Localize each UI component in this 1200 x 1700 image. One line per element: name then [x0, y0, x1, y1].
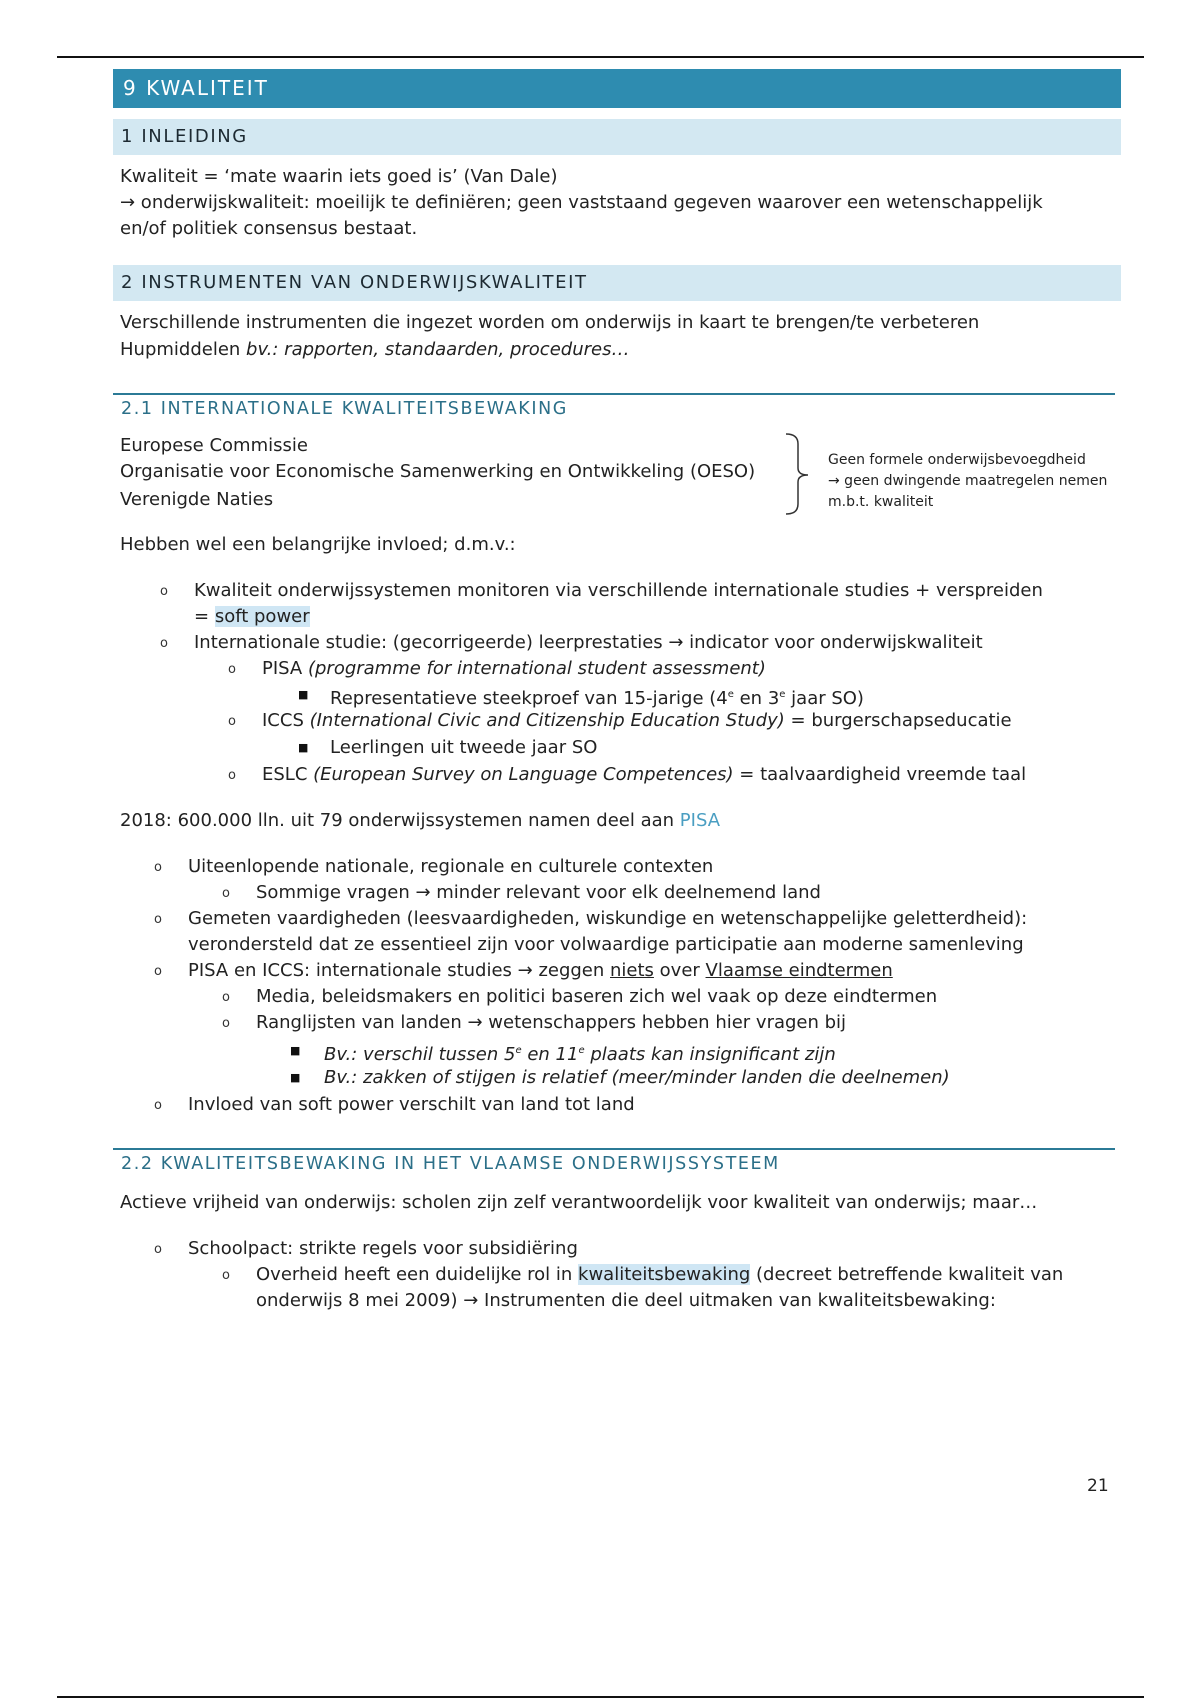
sec1-line1: Kwaliteit = ‘mate waarin iets goed is’ (Van Dale) [120, 166, 558, 187]
section-2-heading: 2 INSTRUMENTEN VAN ONDERWIJSKWALITEIT [113, 265, 1121, 301]
bullet-1a: Kwaliteit onderwijssystemen monitoren via verschillende internationale studies + verspreiden [194, 580, 1043, 601]
pisa-line: PISA (programme for international student assessment) [262, 658, 766, 679]
section-1-heading: 1 INLEIDING [113, 119, 1121, 155]
c2-line-a: Gemeten vaardigheden (leesvaardigheden, wiskundige en wetenschappelijke geletterdheid): [188, 908, 1028, 929]
c3-sub2b: Bv.: zakken of stijgen is relatief (meer/minder landen die deelnemen) [324, 1067, 950, 1088]
sec1-line3: en/of politiek consensus bestaat. [120, 218, 418, 239]
c3-sub1: Media, beleidsmakers en politici baseren zich wel vaak op deze eindtermen [256, 986, 938, 1007]
chapter-heading: 9 KWALITEIT [113, 69, 1121, 108]
c1-sub: Sommige vragen → minder relevant voor elk deelnemend land [256, 882, 821, 903]
eslc-line: ESLC (European Survey on Language Competences) = taalvaardigheid vreemde taal [262, 764, 1027, 785]
bullet-square-icon: ■ [290, 1071, 301, 1084]
bullet-circle-icon: o [222, 1268, 230, 1283]
bullet-circle-icon: o [160, 636, 168, 651]
d1-line: Schoolpact: strikte regels voor subsidiëring [188, 1238, 578, 1259]
bullet-1b: = soft power [194, 606, 310, 627]
c3-sub2a: Bv.: verschil tussen 5e en 11e plaats kan insignificant zijn [324, 1044, 836, 1065]
pisa-sub: Representatieve steekproef van 15-jarige (4e en 3e jaar SO) [330, 688, 864, 709]
iccs-line: ICCS (International Civic and Citizenship Education Study) = burgerschapseducatie [262, 710, 1012, 731]
iccs-sub: Leerlingen uit tweede jaar SO [330, 737, 598, 758]
bullet-circle-icon: o [228, 768, 236, 783]
note-line3: m.b.t. kwaliteit [828, 494, 934, 510]
section-2-1-heading: 2.1 INTERNATIONALE KWALITEITSBEWAKING [113, 393, 1115, 419]
top-rule [57, 56, 1144, 58]
sec22-intro: Actieve vrijheid van onderwijs: scholen zijn zelf verantwoordelijk voor kwaliteit van onderwijs; maar… [120, 1192, 1038, 1213]
bullet-circle-icon: o [160, 584, 168, 599]
org-3: Verenigde Naties [120, 489, 274, 510]
note-line2: → geen dwingende maatregelen nemen [828, 473, 1108, 489]
bullet-2: Internationale studie: (gecorrigeerde) leerprestaties → indicator voor onderwijskwaliteit [194, 632, 983, 653]
sec1-line2: → onderwijskwaliteit: moeilijk te definiëren; geen vaststaand gegeven waarover een wetenschappelijk [120, 192, 1043, 213]
d1-sub-a: Overheid heeft een duidelijke rol in kwaliteitsbewaking (decreet betreffende kwaliteit van [256, 1264, 1064, 1285]
c4-line: Invloed van soft power verschilt van land tot land [188, 1094, 635, 1115]
bullet-circle-icon: o [222, 886, 230, 901]
sec2-line1: Verschillende instrumenten die ingezet worden om onderwijs in kaart te brengen/te verbeteren [120, 312, 980, 333]
org-1: Europese Commissie [120, 435, 308, 456]
note-line1: Geen formele onderwijsbevoegdheid [828, 452, 1086, 468]
bullet-circle-icon: o [154, 912, 162, 927]
c2-line-b: verondersteld dat ze essentieel zijn voor volwaardige participatie aan moderne samenleving [188, 934, 1024, 955]
pisa-link[interactable]: PISA [679, 810, 721, 831]
bullet-square-icon: ■ [290, 1044, 301, 1057]
influence-line: Hebben wel een belangrijke invloed; d.m.v.: [120, 534, 516, 555]
bullet-circle-icon: o [228, 662, 236, 677]
bullet-square-icon: ■ [298, 688, 309, 701]
page-number: 21 [1087, 1476, 1109, 1496]
org-2: Organisatie voor Economische Samenwerking en Ontwikkeling (OESO) [120, 461, 756, 482]
bottom-rule [57, 1696, 1144, 1698]
bullet-circle-icon: o [222, 990, 230, 1005]
c3-line: PISA en ICCS: internationale studies → zeggen niets over Vlaamse eindtermen [188, 960, 893, 981]
c3-sub2: Ranglijsten van landen → wetenschappers hebben hier vragen bij [256, 1012, 847, 1033]
bullet-circle-icon: o [154, 1242, 162, 1257]
bullet-circle-icon: o [154, 964, 162, 979]
pisa-stat-line: 2018: 600.000 lln. uit 79 onderwijssystemen namen deel aan PISA [120, 810, 721, 831]
brace-icon [784, 432, 824, 516]
bullet-circle-icon: o [228, 714, 236, 729]
section-2-2-heading: 2.2 KWALITEITSBEWAKING IN HET VLAAMSE ONDERWIJSSYSTEEM [113, 1148, 1115, 1174]
bullet-circle-icon: o [154, 860, 162, 875]
c1-line: Uiteenlopende nationale, regionale en culturele contexten [188, 856, 714, 877]
sec2-line2: Hupmiddelen bv.: rapporten, standaarden, procedures… [120, 339, 630, 360]
bullet-circle-icon: o [222, 1016, 230, 1031]
bullet-circle-icon: o [154, 1098, 162, 1113]
bullet-square-icon: ■ [298, 741, 309, 754]
d1-sub-b: onderwijs 8 mei 2009) → Instrumenten die deel uitmaken van kwaliteitsbewaking: [256, 1290, 996, 1311]
